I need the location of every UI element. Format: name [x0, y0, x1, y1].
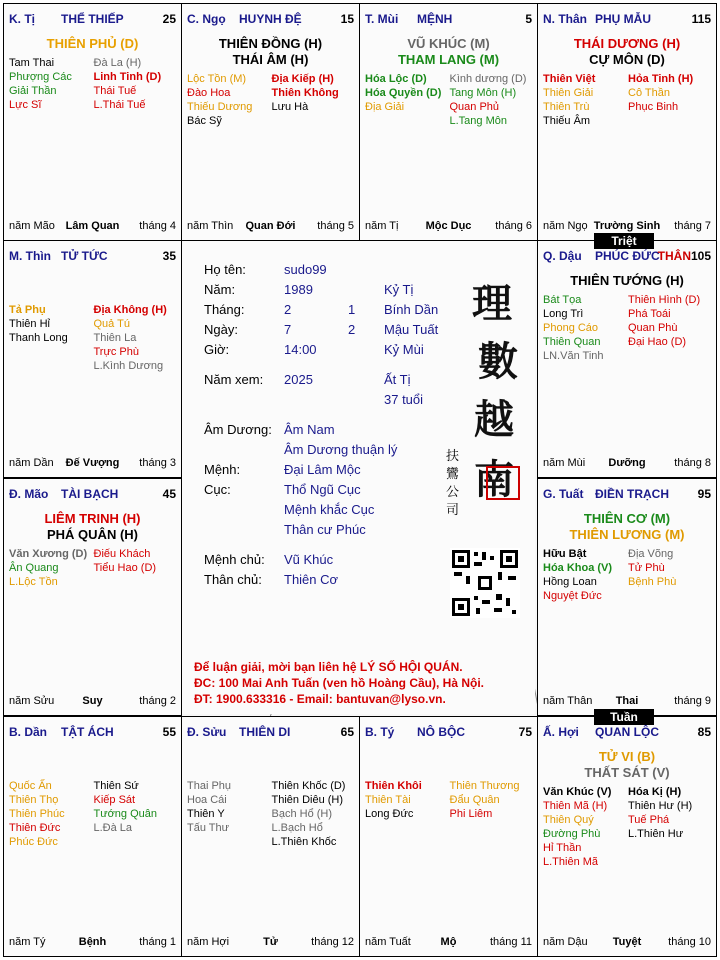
minor-stars-right	[94, 547, 157, 575]
minor-star: LN.Văn Tinh	[543, 350, 604, 362]
minor-star: Hỉ Thần	[543, 842, 582, 854]
major-star: LIÊM TRINH (H)	[44, 511, 141, 526]
minor-star: Thiên Thọ	[9, 794, 59, 806]
palace-suu	[181, 716, 360, 957]
minor-star: Bác Sỹ	[187, 115, 222, 127]
minor-star: Tả Phụ	[9, 304, 46, 316]
footer-year: năm Mão	[9, 220, 55, 232]
footer-year: năm Tị	[365, 220, 399, 232]
major-star: PHÁ QUÂN (H)	[47, 527, 138, 542]
palace-footer	[543, 220, 711, 234]
minor-star: Thiên Giải	[543, 87, 594, 99]
minor-star: Điếu Khách	[93, 548, 151, 560]
minor-star: L.Thiên Khốc	[271, 836, 337, 848]
palace-header	[365, 12, 532, 26]
minor-star: L.Thiên Mã	[543, 856, 599, 868]
minor-star: Phi Liêm	[449, 808, 493, 820]
palace-number: 65	[340, 725, 354, 739]
menh-value: Đại Lâm Mộc	[284, 462, 361, 477]
minor-star: L.Bạch Hổ	[271, 822, 323, 834]
minor-star: L.Thiên Hư	[628, 828, 684, 840]
nam-can: Kỷ Tị	[384, 282, 414, 297]
palace-branch: Đ. Sửu	[187, 725, 227, 739]
minor-stars-left	[187, 72, 252, 128]
calligraphy-char-1: 理	[472, 280, 512, 327]
minor-star: Hóa Kị (H)	[628, 786, 682, 798]
menh-label: Mệnh:	[204, 462, 241, 477]
palace-number: 15	[340, 12, 354, 26]
ngay-label: Ngày:	[204, 322, 238, 337]
palace-branch: Q. Dậu	[543, 249, 582, 263]
minor-stars-right	[450, 779, 520, 821]
major-star: THIÊN LƯƠNG (M)	[569, 527, 685, 542]
palace-number: 115	[691, 12, 711, 26]
minor-stars-left	[9, 779, 65, 849]
minor-star: Hóa Khoa (V)	[543, 562, 613, 574]
minor-star: Tuế Phá	[628, 814, 670, 826]
palace-header	[187, 12, 354, 26]
palace-mao	[3, 478, 182, 716]
footer-year: năm Hợi	[187, 936, 230, 948]
contact-line-1: Để luận giải, mời bạn liên hệ LÝ SỐ HỘI QUÁN.	[194, 660, 463, 674]
major-star: THÁI ÂM (H)	[232, 52, 309, 67]
palace-name: THIÊN DI	[239, 725, 291, 739]
nam-label: Năm:	[204, 282, 236, 297]
minor-star: Thiên Việt	[543, 73, 596, 85]
footer-month: tháng 7	[674, 220, 711, 232]
footer-stage: Mộ	[440, 936, 457, 948]
minor-star: Hữu Bật	[543, 548, 587, 560]
footer-year: năm Tý	[9, 936, 46, 948]
footer-stage: Tử	[263, 936, 278, 948]
contact-line-2: ĐC: 100 Mai Anh Tuấn (ven hồ Hoàng Cầu), Hà Nội.	[194, 676, 485, 690]
qr-code	[450, 548, 520, 618]
palace-branch: M. Thìn	[9, 249, 51, 263]
minor-star: Địa Kiếp (H)	[271, 73, 334, 85]
minor-stars-right	[628, 785, 692, 841]
minor-stars-right	[272, 779, 346, 849]
palace-branch: B. Tý	[365, 725, 395, 739]
palace-than	[537, 3, 717, 241]
palace-header	[365, 725, 532, 739]
palace-dan	[3, 716, 182, 957]
palace-name: HUYNH ĐỆ	[239, 12, 302, 26]
palace-ty	[359, 716, 538, 957]
palace-name: QUAN LỘC	[595, 725, 659, 739]
minor-star: Văn Khúc (V)	[543, 786, 612, 798]
ngay-can: Mậu Tuất	[384, 322, 439, 337]
tuoi: 37 tuổi	[384, 392, 424, 407]
palace-name: ĐIỀN TRẠCH	[595, 487, 669, 501]
minor-star: Địa Giải	[365, 101, 405, 113]
minor-star: Trực Phù	[93, 346, 139, 358]
minor-star: Thiên Phúc	[9, 808, 65, 820]
minor-star: Thai Phụ	[187, 780, 232, 792]
minor-star: Thiên Sứ	[93, 780, 139, 792]
calligraphy-char-3: 越	[474, 396, 514, 443]
palace-name: PHÚC ĐỨC	[595, 249, 660, 263]
footer-year: năm Tuất	[365, 936, 411, 948]
minor-stars-left	[365, 779, 422, 821]
calligraphy-char-4: 南	[474, 456, 514, 503]
cuc-2: Mệnh khắc Cục	[284, 502, 375, 517]
palace-branch: Đ. Mão	[9, 487, 49, 501]
minor-star: Hỏa Tinh (H)	[628, 73, 694, 85]
minor-star: Tam Thai	[9, 57, 55, 69]
cuc-1: Thổ Ngũ Cục	[284, 482, 361, 497]
minor-star: Hóa Quyền (D)	[365, 87, 442, 99]
minor-star: Bệnh Phù	[628, 576, 677, 588]
minor-star: Đà La (H)	[93, 57, 142, 69]
menhchu-value: Vũ Khúc	[284, 552, 334, 567]
calligraphy-char-2: 數	[478, 338, 518, 385]
minor-star: Bạch Hổ (H)	[271, 808, 333, 820]
palace-branch: B. Dần	[9, 725, 48, 739]
footer-stage: Bệnh	[78, 936, 107, 948]
palace-number: 95	[697, 487, 711, 501]
palace-footer	[187, 220, 354, 234]
palace-number: 105	[690, 249, 711, 263]
amduong-2: Âm Dương thuận lý	[284, 442, 398, 457]
thang-value: 2	[284, 302, 292, 317]
footer-month: tháng 3	[139, 457, 176, 469]
footer-stage: Tuyệt	[612, 936, 642, 948]
ngay-value-2: 2	[348, 322, 356, 337]
palace-branch: N. Thân	[543, 12, 587, 26]
palace-thin	[3, 240, 182, 478]
minor-star: Địa Không (H)	[93, 304, 167, 316]
footer-stage: Thai	[615, 695, 639, 707]
minor-star: Giải Thần	[9, 85, 57, 97]
minor-stars-left	[9, 547, 87, 589]
minor-stars-right	[628, 72, 693, 114]
footer-stage: Trường Sinh	[593, 220, 661, 232]
nam-value: 1989	[284, 282, 313, 297]
minor-star: Thiên Tài	[365, 794, 411, 806]
minor-star: Phục Binh	[628, 101, 679, 113]
footer-year: năm Thìn	[187, 220, 234, 232]
contact-line-3: ĐT: 1900.633316 - Email: bantuvan@lyso.vn.	[194, 692, 446, 706]
major-star: VŨ KHÚC (M)	[407, 36, 490, 51]
minor-star: Thái Tuế	[93, 85, 137, 97]
calligraphy-small: 扶 鸞 公 司	[446, 449, 460, 518]
palace-footer	[9, 220, 176, 234]
palace-header	[9, 12, 176, 26]
footer-month: tháng 6	[495, 220, 532, 232]
palace-mui	[359, 3, 538, 241]
palace-ngo	[181, 3, 360, 241]
minor-star: Thiên Hư (H)	[628, 800, 693, 812]
minor-star: Thiên Khốc (D)	[271, 780, 346, 792]
minor-star: Thiên Diêu (H)	[271, 794, 344, 806]
ngay-value: 7	[284, 322, 292, 337]
minor-star: Tang Môn (H)	[449, 87, 517, 99]
minor-stars-right	[628, 293, 700, 349]
palace-header	[9, 487, 176, 501]
minor-star: Phượng Các	[9, 71, 72, 83]
palace-footer	[187, 936, 354, 950]
minor-star: Lưu Hà	[271, 101, 309, 113]
footer-month: tháng 9	[674, 695, 711, 707]
minor-star: Thiên Không	[271, 87, 339, 99]
minor-star: Thiếu Âm	[543, 115, 591, 127]
palace-header	[9, 725, 176, 739]
palace-header	[9, 249, 176, 263]
footer-month: tháng 4	[139, 220, 176, 232]
minor-star: Quan Phủ	[449, 101, 500, 113]
footer-year: năm Dậu	[543, 936, 588, 948]
palace-name: TỬ TỨC	[61, 249, 108, 263]
minor-star: Tướng Quân	[93, 808, 157, 820]
palace-branch: K. Tị	[9, 12, 35, 26]
minor-star: Nguyệt Đức	[543, 590, 602, 602]
palace-ti	[3, 3, 182, 241]
palace-name: PHỤ MẪU	[595, 12, 651, 26]
minor-stars-left	[543, 293, 604, 363]
palace-header	[543, 249, 711, 263]
thang-can: Bính Dần	[384, 302, 439, 317]
thanchu-label: Thân chủ:	[204, 572, 262, 587]
minor-star: Thiên Quan	[543, 336, 601, 348]
thang-value-2: 1	[348, 302, 356, 317]
minor-stars-left	[543, 785, 611, 869]
minor-star: Phúc Đức	[9, 836, 58, 848]
gio-can: Kỷ Mùi	[384, 342, 424, 357]
minor-star: Thiên Trù	[543, 101, 590, 113]
minor-star: L.Tang Môn	[449, 115, 507, 127]
major-star: THAM LANG (M)	[397, 52, 500, 67]
palace-header	[187, 725, 354, 739]
minor-star: Linh Tinh (D)	[93, 71, 162, 83]
minor-stars-right	[272, 72, 339, 114]
minor-star: Tiểu Hao (D)	[93, 562, 157, 574]
minor-star: Đường Phù	[543, 828, 601, 840]
thanchu-value: Thiên Cơ	[284, 572, 339, 587]
minor-star: Đại Hao (D)	[628, 336, 687, 348]
palace-footer	[9, 695, 176, 709]
palace-number: 35	[162, 249, 176, 263]
red-seal	[486, 466, 520, 500]
minor-star: Thanh Long	[9, 332, 68, 344]
minor-star: Thiếu Dương	[187, 101, 253, 113]
palace-footer	[543, 695, 711, 709]
minor-star: Long Trì	[543, 308, 584, 320]
minor-star: Hồng Loan	[543, 576, 597, 588]
palace-number: 5	[525, 12, 532, 26]
ho-ten-value: sudo99	[284, 262, 327, 277]
minor-star: Quan Phù	[628, 322, 678, 334]
palace-number: 85	[697, 725, 711, 739]
palace-name: TẬT ÁCH	[61, 725, 114, 739]
minor-stars-right	[450, 72, 527, 128]
palace-number: 55	[162, 725, 176, 739]
palace-header	[543, 487, 711, 501]
minor-star: Phong Cáo	[543, 322, 599, 334]
minor-star: Thiên Hình (D)	[628, 294, 701, 306]
minor-star: Kình dương (D)	[449, 73, 527, 85]
major-star: CỰ MÔN (D)	[589, 52, 665, 67]
minor-star: Quốc Ấn	[9, 780, 52, 792]
palace-footer	[9, 936, 176, 950]
amduong-label: Âm Dương:	[204, 422, 272, 437]
minor-star: Thiên La	[93, 332, 137, 344]
minor-star: Thiên Hỉ	[9, 318, 50, 330]
minor-star: Hóa Lộc (D)	[365, 73, 427, 85]
palace-footer	[365, 936, 532, 950]
namxem-can: Ất Tị	[384, 372, 411, 387]
major-star: THẤT SÁT (V)	[584, 765, 670, 780]
minor-star: Lộc Tồn (M)	[187, 73, 247, 85]
namxem-value: 2025	[284, 372, 313, 387]
palace-name: MỆNH	[417, 12, 453, 26]
minor-star: Quả Tú	[93, 318, 130, 330]
minor-star: Thiên Mã (H)	[543, 800, 608, 812]
footer-month: tháng 12	[311, 936, 354, 948]
palace-footer	[543, 457, 711, 471]
palace-header	[543, 725, 711, 739]
minor-star: Long Đức	[365, 808, 414, 820]
minor-stars-left	[187, 779, 231, 835]
footer-year: năm Thân	[543, 695, 593, 707]
minor-stars-left	[543, 72, 595, 128]
palace-footer	[9, 457, 176, 471]
minor-star: Tử Phù	[628, 562, 665, 574]
footer-month: tháng 2	[139, 695, 176, 707]
footer-stage: Suy	[82, 695, 103, 707]
footer-month: tháng 5	[317, 220, 354, 232]
cuc-3: Thân cư Phúc	[284, 522, 366, 537]
minor-star: L.Đà La	[93, 822, 133, 834]
minor-star: Tấu Thư	[187, 822, 230, 834]
palace-branch: G. Tuất	[543, 487, 584, 501]
minor-star: L.Thái Tuế	[93, 99, 146, 111]
minor-star: L.Kình Dương	[93, 360, 164, 372]
triet-tag: Triệt	[594, 233, 654, 249]
menhchu-label: Mệnh chủ:	[204, 552, 265, 567]
palace-branch: T. Mùi	[365, 12, 399, 26]
minor-stars-left	[9, 56, 72, 112]
minor-stars-right	[94, 56, 162, 112]
than-marker: THÂN	[657, 249, 691, 263]
minor-star: L.Lộc Tồn	[9, 576, 58, 588]
minor-star: Thiên Khôi	[365, 780, 422, 792]
major-star: THIÊN CƠ (M)	[583, 511, 671, 526]
palace-branch: C. Ngọ	[187, 12, 226, 26]
major-star: THIÊN TƯỚNG (H)	[570, 273, 684, 288]
minor-star: Phá Toái	[628, 308, 671, 320]
footer-month: tháng 11	[489, 936, 532, 948]
minor-star: Cô Thần	[628, 87, 670, 99]
minor-star: Địa Võng	[628, 548, 674, 560]
footer-month: tháng 8	[674, 457, 711, 469]
palace-dau	[537, 240, 717, 478]
palace-number: 45	[162, 487, 176, 501]
gio-label: Giờ:	[204, 342, 230, 357]
footer-year: năm Sửu	[9, 695, 55, 707]
footer-stage: Đế Vượng	[65, 457, 120, 469]
palace-branch: Ấ. Hợi	[543, 725, 579, 739]
center-content	[178, 238, 535, 714]
minor-stars-left	[365, 72, 441, 114]
minor-star: Thiên Y	[187, 808, 225, 820]
major-star: TỬ VI (B)	[598, 749, 656, 764]
amduong-1: Âm Nam	[284, 422, 335, 437]
footer-stage: Mộc Dục	[425, 220, 472, 232]
palace-number: 25	[162, 12, 176, 26]
ho-ten-label: Họ tên:	[204, 262, 246, 277]
minor-star: Bát Tọa	[543, 294, 582, 306]
cuc-label: Cục:	[204, 482, 231, 497]
minor-star: Thiên Thương	[449, 780, 520, 792]
thang-label: Tháng:	[204, 302, 245, 317]
palace-header	[543, 12, 711, 26]
minor-stars-right	[94, 303, 167, 373]
minor-star: Đẩu Quân	[449, 794, 500, 806]
major-star: THIÊN ĐỒNG (H)	[218, 36, 323, 51]
minor-star: Thiên Đức	[9, 822, 61, 834]
palace-number: 75	[518, 725, 532, 739]
minor-stars-right	[628, 547, 676, 589]
footer-month: tháng 10	[668, 936, 711, 948]
footer-year: năm Ngọ	[543, 220, 588, 232]
minor-stars-left	[9, 303, 68, 345]
tuan-tag: Tuần	[594, 709, 654, 725]
footer-month: tháng 1	[139, 936, 176, 948]
footer-year: năm Dần	[9, 457, 54, 469]
footer-stage: Quan Đới	[245, 220, 296, 232]
gio-value: 14:00	[284, 342, 317, 357]
namxem-label: Năm xem:	[204, 372, 264, 387]
major-star: THÁI DƯƠNG (H)	[573, 36, 681, 51]
footer-year: năm Mùi	[543, 457, 586, 469]
palace-footer	[543, 936, 711, 950]
palace-hoi	[537, 716, 717, 957]
minor-star: Ân Quang	[9, 562, 59, 574]
palace-tuat	[537, 478, 717, 716]
palace-footer	[365, 220, 532, 234]
major-star: THIÊN PHỦ (D)	[46, 36, 139, 51]
footer-stage: Dưỡng	[608, 457, 646, 469]
palace-name: TÀI BẠCH	[61, 487, 119, 501]
minor-star: Văn Xương (D)	[9, 548, 88, 560]
palace-name: THỂ THIẾP	[61, 12, 124, 26]
palace-name: NÔ BỘC	[417, 725, 465, 739]
footer-stage: Lâm Quan	[65, 220, 120, 232]
minor-star: Hoa Cái	[187, 794, 227, 806]
minor-star: Thiên Quý	[543, 814, 594, 826]
minor-star: Lực Sĩ	[9, 99, 42, 111]
minor-stars-left	[543, 547, 612, 603]
minor-stars-right	[94, 779, 158, 835]
minor-star: Kiếp Sát	[93, 794, 136, 806]
minor-star: Đào Hoa	[187, 87, 231, 99]
